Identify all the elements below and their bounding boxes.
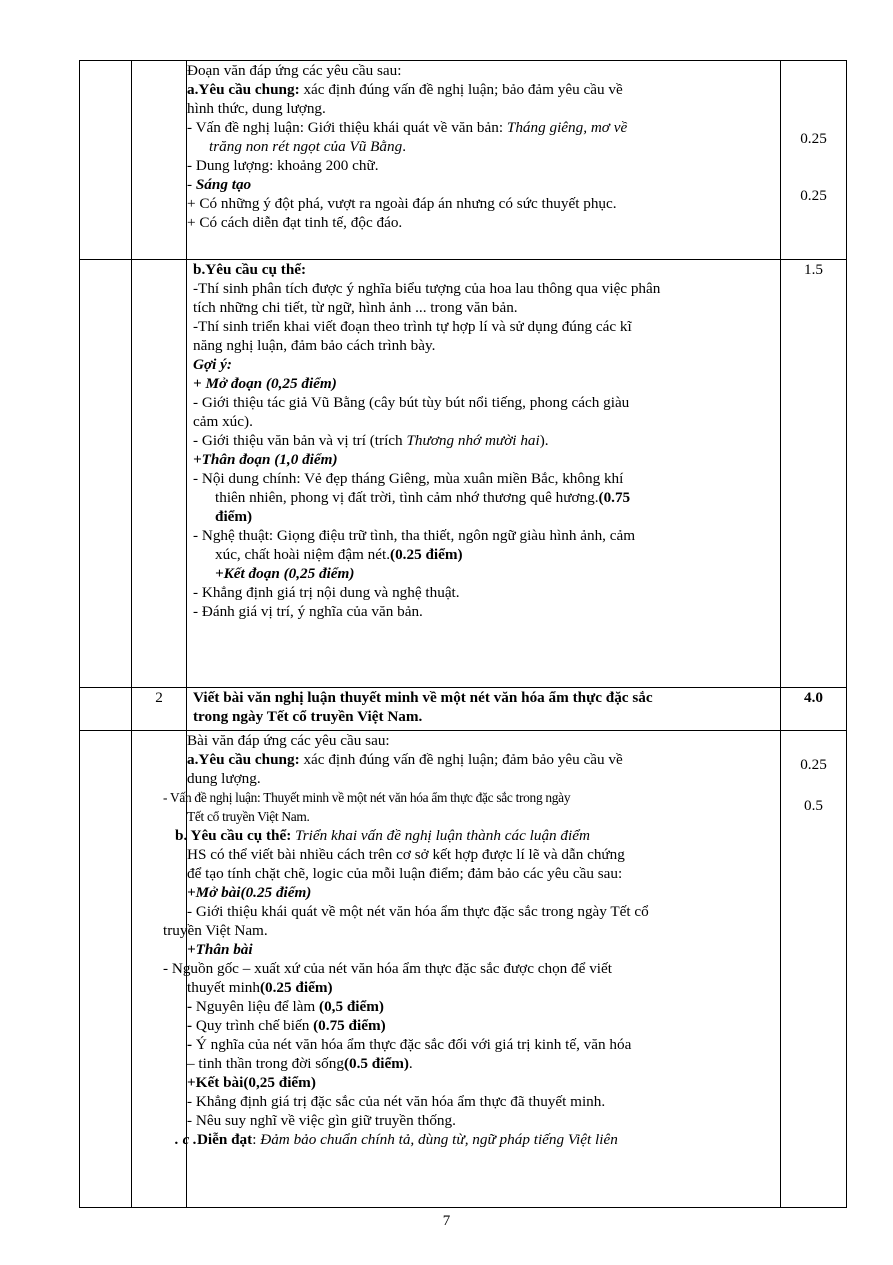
text-line (193, 488, 780, 507)
text-segment: - (187, 1017, 196, 1034)
question-title: trong ngày Tết cổ truyền Việt Nam. (193, 708, 423, 725)
text-segment: - Vấn đề nghị luận: Thuyết minh về một nét văn hóa ẩm thực đặc sắc trong ngày (163, 790, 571, 805)
text-line (187, 1016, 780, 1035)
text-segment: ). (539, 432, 549, 449)
text-line (193, 564, 780, 583)
text-line (163, 921, 780, 940)
text-segment: thiên nhiên, phong vị đất trời, tình cảm nhớ thương quê hương. (215, 489, 599, 506)
text-line (193, 450, 780, 469)
text-line (175, 1130, 780, 1149)
text-segment: Sáng tạo (195, 176, 252, 193)
grading-table (79, 60, 847, 1208)
table-row (80, 731, 847, 1208)
text-line: cảm xúc). (193, 413, 253, 430)
text-segment: +Kết đoạn (0,25 điểm) (215, 565, 355, 582)
score-cell (781, 61, 847, 260)
score-value: 0.25 (800, 756, 827, 773)
text-segment: a.Yêu cầu chung: (187, 81, 300, 98)
text-segment: Diễn đạt (196, 1131, 253, 1148)
text-line (175, 826, 780, 845)
text-line (187, 118, 780, 137)
text-line: -Thí sinh phân tích được ý nghĩa biểu tượng của hoa lau thông qua việc phân (193, 280, 661, 297)
text-line: - Nghệ thuật: Giọng điệu trữ tình, tha thiết, ngôn ngữ giàu hình ảnh, cảm (193, 527, 636, 544)
text-line (187, 940, 780, 959)
page-number: 7 (442, 1213, 451, 1229)
question-title: Viết bài văn nghị luận thuyết minh về một nét văn hóa ẩm thực đặc sắc (193, 689, 653, 706)
text-line: năng nghị luận, đảm bảo cách trình bày. (193, 337, 436, 354)
text-line (193, 431, 780, 450)
text-segment: b.Yêu cầu cụ thể: (193, 261, 307, 278)
score-value: 0.25 (800, 130, 827, 147)
text-segment: - (187, 176, 196, 193)
text-segment: +Mở bài(0.25 điểm) (187, 884, 312, 901)
text-line (187, 1035, 780, 1054)
text-line: - Giới thiệu khái quát về một nét văn hóa ẩm thực đặc sắc trong ngày Tết cổ (187, 903, 649, 920)
text-segment: : (252, 1131, 261, 1148)
text-line: - Giới thiệu tác giả Vũ Bằng (cây bút tùy bút nổi tiếng, phong cách giàu (193, 394, 630, 411)
text-line (193, 545, 780, 564)
text-line: + Có những ý đột phá, vượt ra ngoài đáp án nhưng có sức thuyết phục. (187, 195, 617, 212)
text-line (163, 959, 780, 978)
text-segment: Thương nhớ mười hai (406, 432, 540, 449)
text-segment: Nguyên liệu để làm (195, 998, 320, 1015)
content-cell (187, 688, 781, 731)
text-segment: trăng non rét ngọt của Vũ Bằng (209, 138, 403, 155)
text-line (187, 807, 780, 826)
content-lines (187, 61, 780, 232)
part-cell (80, 731, 132, 1208)
text-segment: xác định đúng vấn đề nghị luận; đảm bảo yêu cầu về (299, 751, 623, 768)
score-cell (781, 731, 847, 1208)
text-segment: Tết cổ truyền Việt Nam. (187, 809, 310, 824)
table-row (80, 260, 847, 688)
text-segment: +Thân đoạn (1,0 điểm) (193, 451, 338, 468)
text-segment: (0,5 điểm) (319, 998, 384, 1015)
text-segment: +Thân bài (187, 941, 253, 958)
text-segment: (0.25 điểm) (259, 979, 333, 996)
text-segment: Tháng giêng, mơ về (506, 119, 628, 136)
text-line: - Nội dung chính: Vẻ đẹp tháng Giêng, mùa xuân miền Bắc, không khí (193, 470, 624, 487)
text-segment: - Giới thiệu văn bản và vị trí (trích (193, 432, 407, 449)
text-segment: - Vấn đề nghị luận: Giới thiệu khái quát về văn bản: (187, 119, 507, 136)
text-line: hình thức, dung lượng. (187, 100, 326, 117)
content-lines (193, 260, 780, 621)
text-line (187, 1054, 780, 1073)
text-segment: (0.5 điểm) (343, 1055, 409, 1072)
text-segment: . c . (175, 1131, 197, 1148)
text-segment: - (187, 998, 196, 1015)
text-segment: điểm) (215, 508, 253, 525)
text-segment: Gợi ý: (193, 356, 232, 373)
question-cell (132, 61, 187, 260)
text-segment: + Mở đoạn (0,25 điểm) (193, 375, 337, 392)
text-segment: . (402, 138, 406, 155)
score-value: 1.5 (804, 261, 823, 278)
text-segment: - (187, 1036, 196, 1053)
score-cell (781, 688, 847, 731)
score-value: 0.5 (804, 797, 823, 814)
text-segment: thuyết minh (187, 979, 260, 996)
score-cell (781, 260, 847, 688)
text-line (187, 750, 780, 769)
text-segment: (0.75 (598, 489, 631, 506)
text-line: - Dung lượng: khoảng 200 chữ. (187, 157, 379, 174)
text-segment: xúc, chất hoài niệm đậm nét. (215, 546, 391, 563)
text-line (193, 260, 780, 279)
text-line: để tạo tính chặt chẽ, logic của mỗi luận điểm; đảm bảo các yêu cầu sau: (187, 865, 623, 882)
text-line: - Đánh giá vị trí, ý nghĩa của văn bản. (193, 603, 423, 620)
content-cell (163, 731, 781, 1208)
text-segment: Đảm bảo chuẩn chính tả, dùng từ, ngữ pháp tiếng Việt liên (260, 1131, 618, 1148)
text-segment: - Nguồn gốc – xuất xứ của nét văn hóa ẩm thực đặc sắc được chọn để viết (163, 960, 612, 977)
text-segment: xác định đúng vấn đề nghị luận; bảo đảm yêu cầu về (299, 81, 623, 98)
content-cell (187, 260, 781, 688)
text-line: Bài văn đáp ứng các yêu cầu sau: (187, 732, 390, 749)
text-segment: Triển khai vấn đề nghị luận thành các luận điểm (295, 827, 590, 844)
text-line (163, 788, 780, 807)
text-segment: truyền Việt Nam. (163, 922, 268, 939)
text-line (187, 978, 780, 997)
text-line: -Thí sinh triển khai viết đoạn theo trình tự hợp lí và sử dụng đúng các kĩ (193, 318, 632, 335)
text-line: tích những chi tiết, từ ngữ, hình ảnh ... trong văn bản. (193, 299, 518, 316)
text-segment: a.Yêu cầu chung: (187, 751, 300, 768)
table-row (80, 688, 847, 731)
text-line: - Nêu suy nghĩ về việc gìn giữ truyền thống. (187, 1112, 456, 1129)
text-line (187, 997, 780, 1016)
text-line: dung lượng. (187, 770, 261, 787)
text-segment: – tinh thần trong đời sống (187, 1055, 344, 1072)
text-line (187, 883, 780, 902)
text-line: Đoạn văn đáp ứng các yêu cầu sau: (187, 62, 402, 79)
text-line (193, 374, 780, 393)
question-cell (132, 260, 187, 688)
text-line: + Có cách diễn đạt tinh tế, độc đáo. (187, 214, 403, 231)
text-line (193, 355, 780, 374)
text-segment: . (408, 1055, 413, 1072)
text-line (187, 137, 780, 156)
question-number: 2 (132, 688, 187, 731)
text-segment: b. Yêu cầu cụ thể: (175, 827, 296, 844)
text-line: - Khẳng định giá trị đặc sắc của nét văn hóa ẩm thực đã thuyết minh. (187, 1093, 606, 1110)
text-segment: (0.75 điểm) (313, 1017, 386, 1034)
text-line (187, 1073, 780, 1092)
text-line (187, 80, 780, 99)
content-lines (163, 731, 780, 1149)
part-cell (80, 688, 132, 731)
part-cell (80, 260, 132, 688)
text-line: - Khẳng định giá trị nội dung và nghệ thuật. (193, 584, 460, 601)
text-line (193, 507, 780, 526)
text-segment: Ý nghĩa của nét văn hóa ẩm thực đặc sắc đối với giá trị kinh tế, văn hóa (195, 1036, 632, 1053)
score-value: 0.25 (800, 187, 827, 204)
text-line: HS có thể viết bài nhiều cách trên cơ sở kết hợp được lí lẽ và dẫn chứng (187, 846, 625, 863)
score-value: 4.0 (804, 689, 823, 706)
text-segment: (0.25 điểm) (390, 546, 463, 563)
table-row (80, 61, 847, 260)
text-segment: +Kết bài(0,25 điểm) (187, 1074, 316, 1091)
content-cell (187, 61, 781, 260)
part-cell (80, 61, 132, 260)
text-line (187, 175, 780, 194)
text-segment: Quy trình chế biến (195, 1017, 314, 1034)
